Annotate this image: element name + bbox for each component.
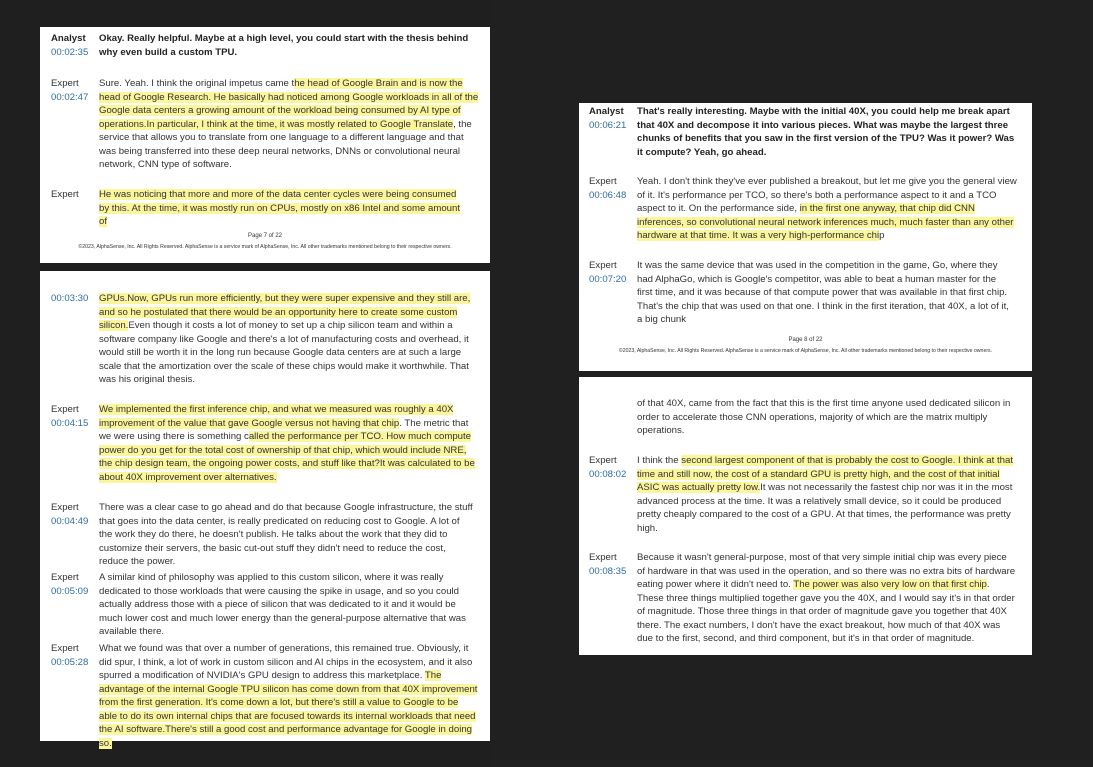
- entry-text: [637, 551, 1017, 646]
- entry-text: [99, 77, 481, 172]
- speaker-label: Expert: [51, 572, 79, 583]
- text-segment: . The metric that we were using there is something c: [99, 417, 469, 442]
- entry-text: [637, 259, 1013, 327]
- timestamp[interactable]: 00:06:48: [589, 189, 627, 201]
- entry-text: [637, 105, 1017, 159]
- highlighted-text[interactable]: GPUs.Now, GPUs run more efficiently, but they were super expensive and they still are, and so he postulated that there would be an opportunity here to create some custom silicon.: [99, 293, 471, 331]
- text-segment: p: [879, 230, 885, 241]
- text-segment: Yeah. I don't think they've ever published a breakout, but let me give you the general view of it. It's performance per TCO, so there's both a performance aspect to it and a TCO aspect to it. On the performance side,: [637, 176, 1017, 214]
- timestamp[interactable]: 00:04:49: [51, 515, 89, 527]
- timestamp[interactable]: 00:08:35: [589, 565, 627, 577]
- text-segment: Okay. Really helpful. Maybe at a high level, you could start with the thesis behind why even build a custom TPU.: [99, 33, 469, 58]
- document-page-7-continued: [40, 271, 490, 749]
- highlighted-text[interactable]: He was noticing that more and more of the data center cycles were being consumed by this. At the time, it was mostly run on CPUs, mostly on x86 Intel and some amount of: [99, 189, 460, 227]
- timestamp[interactable]: 00:05:28: [51, 656, 89, 668]
- timestamp[interactable]: 00:02:35: [51, 46, 89, 58]
- entry-text: [99, 642, 479, 750]
- text-segment: , the service that allows you to translate from one language to a different language and that was being transferred into these deep neural networks, DNNs or convolutional neural network, CNN type of software.: [99, 118, 472, 170]
- entry-text: [99, 292, 475, 387]
- entry-text: [99, 501, 475, 569]
- entry-text: [637, 397, 1013, 438]
- page-number: Page 7 of 22: [247, 233, 283, 239]
- highlighted-text[interactable]: he head of Google Brain and is now the head of Google Research. He basically had noticed among Google workloads in all of the Google data centers a growing amount of the workload being consumed by AI type of operations.In particular, I think at the time, it was mostly related to Google Translate: [99, 78, 479, 130]
- highlighted-text[interactable]: alled the performance per TCO. How much compute power do you get for the total cost of ownership of that chip, which would include NRE, the chip design team, the ongoing power costs, and stuff like that?It was calculated to be about 40X improvement over alternatives.: [99, 431, 475, 483]
- page-number: Page 8 of 22: [788, 337, 823, 343]
- speaker-label: Analyst: [51, 33, 86, 44]
- speaker-label: Expert: [51, 643, 79, 654]
- text-segment: of that 40X, came from the fact that this is the first time anyone used dedicated silicon in order to accelerate those CNN operations, majority of which are the matrix multiply operations.: [637, 398, 1011, 436]
- highlighted-text[interactable]: The advantage of the internal Google TPU silicon has come down from that 40X improvement from the first generation. It's come down a lot, but there's still a value to Google to be able to do its own internal chips that are focused towards its internal workloads that need the AI software.There's still a good cost and performance advantage for Google in doing so.: [99, 670, 478, 749]
- timestamp[interactable]: 00:02:47: [51, 91, 89, 103]
- text-segment: Sure. Yeah. I think the original impetus came t: [99, 78, 295, 89]
- text-segment: A similar kind of philosophy was applied to this custom silicon, where it was really dedicated to those workloads that were causing the spike in usage, and so you could actually address those with a piece of silicon that was dedicated to it and it would be much lower cost and much lower energy than the general-purpose alternative that was available there.: [99, 572, 466, 637]
- highlighted-text[interactable]: The power was also very low on that first chip: [793, 579, 987, 590]
- timestamp[interactable]: 00:05:09: [51, 585, 89, 597]
- document-page-8-continued: [579, 377, 1032, 655]
- timestamp[interactable]: 00:04:15: [51, 417, 89, 429]
- text-segment: There was a clear case to go ahead and do that because Google infrastructure, the stuff that goes into the data center, is really predicated on reducing cost to Google. A lot of the work they do there, he doesn't publish. He talks about the work that they did to customize their servers, the basic cut-out stuff they didn't need to reduce the cost, reduce the power.: [99, 502, 473, 567]
- entry-text: [637, 454, 1019, 535]
- entry-text: [637, 175, 1019, 243]
- entry-text: [99, 32, 469, 59]
- document-page-7: [40, 27, 490, 263]
- text-segment: I think the: [637, 455, 682, 466]
- highlighted-text[interactable]: We implemented the first inference chip, and what we measured was roughly a 40X improvement of the value that gave Google versus not having that chip: [99, 404, 454, 429]
- speaker-label: Analyst: [589, 106, 624, 117]
- entry-text: [99, 188, 469, 229]
- timestamp[interactable]: 00:03:30: [51, 293, 89, 304]
- timestamp[interactable]: 00:07:20: [589, 273, 627, 285]
- timestamp[interactable]: 00:08:02: [589, 468, 627, 480]
- text-segment: Because it wasn't general-purpose, most of that very simple initial chip was every piece of hardware in that was used in the operation, and so there was no extra bits of hardware eating power where it didn't need to.: [637, 552, 1016, 590]
- text-segment: Even though it costs a lot of money to set up a chip silicon team and within a software company like Google and there's a lot of manufacturing costs and overhead, it would still be worth it in the long run because Google data centers are at such a large scale that the amortization over the scale of these chips would make it worthwhile. That was his original thesis.: [99, 320, 469, 385]
- highlighted-text[interactable]: second largest component of that is probably the cost to Google. I think at that time and still now, the cost of a standard GPU is pretty high, and the cost of that initial ASIC was actually pretty low.: [637, 455, 1013, 493]
- speaker-label: Expert: [51, 189, 79, 200]
- text-segment: That's really interesting. Maybe with the initial 40X, you could help me break apart that 40X and decompose it into various pieces. What was maybe the largest three chunks of benefits that you saw in the first version of the TPU? Was it power? Was it compute? Yeah, go ahead.: [637, 106, 1015, 158]
- copyright-footer: ©2023, AlphaSense, Inc. All Rights Reserved. AlphaSense is a service mark of AlphaSense, Inc. All other trademarks mentioned belong to their respective owners.: [618, 348, 993, 354]
- document-page-8: [579, 103, 1032, 371]
- speaker-label: Expert: [589, 260, 617, 271]
- speaker-label: Expert: [589, 455, 617, 466]
- timestamp[interactable]: 00:06:21: [589, 119, 627, 131]
- highlighted-text[interactable]: in the first one anyway, that chip did CNN inferences, so convolutional neural network inferences much, much faster than any other hardware at that time. It was a very high-performance chi: [637, 203, 1014, 241]
- speaker-label: Expert: [51, 404, 79, 415]
- text-segment: . These three things multiplied together gave you the 40X, and I would say it's in that order of magnitude. Those three things in that order of magnitude gave you together that 40X there. The exact numbers, I don't have the exact breakout, how much of that 40X was due to the first, second, and third component, but it's in that order of magnitude.: [637, 579, 1015, 644]
- speaker-label: Expert: [51, 78, 79, 89]
- speaker-label: Expert: [589, 552, 617, 563]
- speaker-label: Expert: [589, 176, 617, 187]
- text-segment: It was not necessarily the fastest chip nor was it in the most advanced process at the time. It was a relatively small device, so it could be produced pretty cheaply compared to the cost of a GPU. At that times, the performance was pretty high.: [637, 482, 1013, 534]
- entry-text: [99, 571, 481, 639]
- copyright-footer: ©2023, AlphaSense, Inc. All Rights Reserved. AlphaSense is a service mark of AlphaSense, Inc. All other trademarks mentioned belong to their respective owners.: [78, 244, 452, 250]
- text-segment: It was the same device that was used in the competition in the game, Go, where they had AlphaGo, which is Google's competitor, was able to beat a human master for the first time, and it was because of that compute power that was available in that first chip. That's the chip that was used on that one. I think in the first iteration, that 40X, a lot of it, a big chunk: [637, 260, 1009, 325]
- text-segment: What we found was that over a number of generations, this remained true. Obviously, it did spur, I think, a lot of work in custom silicon and AI chips in the ecosystem, and it also spurred a modification of NVIDIA's GPU design to address this marketplace.: [99, 643, 473, 681]
- entry-text: [99, 403, 479, 484]
- speaker-label: Expert: [51, 502, 79, 513]
